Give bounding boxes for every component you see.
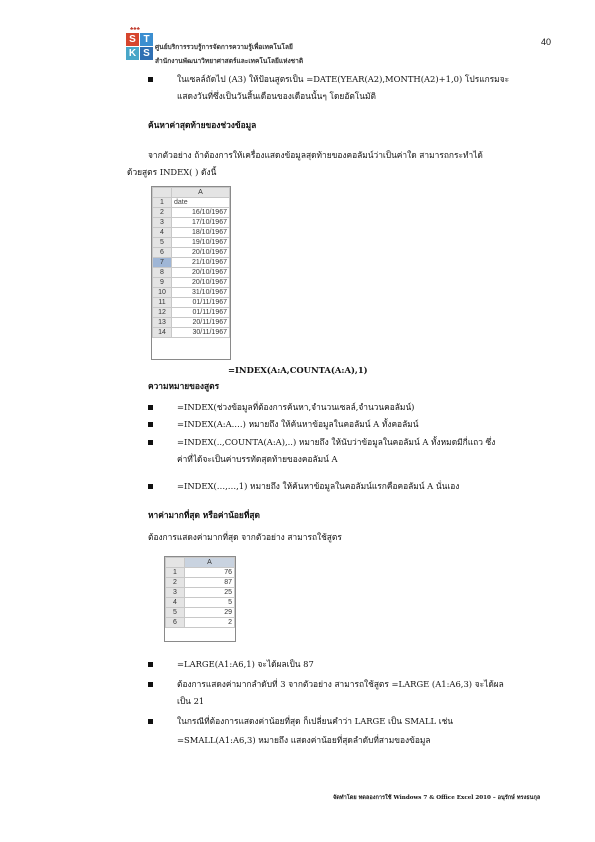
list-item-continuation: ค่าที่ได้จะเป็นค่าบรรทัดสุดท้ายของคอลัมน์ A: [177, 454, 338, 464]
row-number: 2: [166, 578, 185, 588]
row-number: 3: [166, 588, 185, 598]
logo-letter-s2: S: [140, 47, 153, 60]
cell: 2: [185, 618, 235, 628]
bullet-icon: [148, 662, 153, 667]
bullet-icon: [148, 77, 153, 82]
bullet-icon: [148, 440, 153, 445]
cell: 20/10/1967: [172, 278, 230, 288]
row-number: 12: [153, 308, 172, 318]
row-number-selected: 7: [153, 258, 172, 268]
cell: 01/11/1967: [172, 308, 230, 318]
cell: 5: [185, 598, 235, 608]
cell: 29: [185, 608, 235, 618]
row-number: 3: [153, 218, 172, 228]
row-number: 6: [153, 248, 172, 258]
list-item: =INDEX(…,…,1) หมายถึง ให้ค้นหาข้อมูลในคอลัมน์แรกคือคอลัมน์ A นั่นเอง: [177, 481, 460, 491]
cell: 87: [185, 578, 235, 588]
logo-mark: ♣♣♣: [130, 26, 140, 32]
paragraph-line: ในเซลล์ถัดไป (A3) ให้ป้อนสูตรเป็น =DATE(YEAR(A2),MONTH(A2)+1,0) โปรแกรมจะ: [177, 74, 510, 84]
row-number: 2: [153, 208, 172, 218]
row-number: 1: [166, 568, 185, 578]
cell: 01/11/1967: [172, 298, 230, 308]
logo-letter-s: S: [126, 33, 139, 46]
list-item: =INDEX(A:A.…) หมายถึง ให้ค้นหาข้อมูลในคอลัมน์ A ทั้งคอลัมน์: [177, 419, 419, 429]
cell: 19/10/1967: [172, 238, 230, 248]
section-heading: หาค่ามากที่สุด หรือค่าน้อยที่สุด: [148, 510, 260, 520]
logo-letter-k: K: [126, 47, 139, 60]
bullet-icon: [148, 405, 153, 410]
row-number: 14: [153, 328, 172, 338]
cell: 25: [185, 588, 235, 598]
cell: 18/10/1967: [172, 228, 230, 238]
list-item: ต้องการแสดงค่ามากลำดับที่ 3 จากตัวอย่าง สามารถใช้สูตร =LARGE (A1:A6,3) จะได้ผล: [177, 679, 504, 689]
list-item: =INDEX(..,COUNTA(A:A),..) หมายถึง ให้นับว่าข้อมูลในคอลัมน์ A ทั้งหมดมีกี่แถว ซึ่ง: [177, 437, 496, 447]
list-item: ในกรณีที่ต้องการแสดงค่าน้อยที่สุด ก็เปลี่ยนคำว่า LARGE เป็น SMALL เช่น: [177, 716, 453, 726]
paragraph-line: จากตัวอย่าง ถ้าต้องการให้เครื่องแสดงข้อมูลสุดท้ายของคอลัมน์ว่าเป็นค่าใด สามารถกระทำได้: [148, 150, 483, 160]
org-name-line1: ศูนย์บริการรวบรู้การจัดการความรู้เพื่อเทคโนโลยี: [155, 43, 293, 51]
footer-credit: จัดทำโดย ทดลองการใช้ Windows 7 & Office Excel 2010 – อนุรักษ์ ทรงธนกุล: [333, 795, 541, 801]
formula-line: =INDEX(A:A,COUNTA(A:A),1): [228, 365, 368, 375]
corner-cell: [166, 558, 185, 568]
page-number: 40: [541, 37, 552, 47]
row-number: 10: [153, 288, 172, 298]
cell: 20/11/1967: [172, 318, 230, 328]
row-number: 13: [153, 318, 172, 328]
row-number: 4: [166, 598, 185, 608]
bullet-icon: [148, 682, 153, 687]
spreadsheet-date-column: [151, 186, 231, 360]
cell: 17/10/1967: [172, 218, 230, 228]
row-number: 8: [153, 268, 172, 278]
section-heading: ความหมายของสูตร: [148, 381, 220, 391]
row-number: 1: [153, 198, 172, 208]
row-number: 5: [153, 238, 172, 248]
cell: 76: [185, 568, 235, 578]
cell: 20/10/1967: [172, 268, 230, 278]
corner-cell: [153, 188, 172, 198]
cell: 31/10/1967: [172, 288, 230, 298]
spreadsheet-values-column: [164, 556, 236, 642]
stks-logo: [126, 26, 154, 70]
row-number: 11: [153, 298, 172, 308]
column-header: A: [185, 558, 235, 568]
row-number: 6: [166, 618, 185, 628]
paragraph-line: แสดงวันที่ซึ่งเป็นวันสิ้นเดือนของเดือนนั้นๆ โดยอัตโนมัติ: [177, 91, 376, 101]
list-item: =LARGE(A1:A6,1) จะได้ผลเป็น 87: [177, 659, 314, 669]
cell: 30/11/1967: [172, 328, 230, 338]
list-item-continuation: เป็น 21: [177, 696, 205, 706]
bullet-icon: [148, 719, 153, 724]
bullet-icon: [148, 484, 153, 489]
list-item: =INDEX(ช่วงข้อมูลที่ต้องการค้นหา,จำนวนเซลล์,จำนวนคอลัมน์): [177, 402, 415, 412]
paragraph-line: ต้องการแสดงค่ามากที่สุด จากตัวอย่าง สามารถใช้สูตร: [148, 532, 342, 542]
org-name-line2: สำนักงานพัฒนาวิทยาศาสตร์และเทคโนโลยีแห่งชาติ: [155, 57, 304, 65]
column-header: A: [172, 188, 230, 198]
cell: 21/10/1967: [172, 258, 230, 268]
cell: 16/10/1967: [172, 208, 230, 218]
section-heading: ค้นหาค่าสุดท้ายของช่วงข้อมูล: [148, 120, 257, 130]
row-number: 5: [166, 608, 185, 618]
list-item-continuation: =SMALL(A1:A6,3) หมายถึง แสดงค่าน้อยที่สุดลำดับที่สามของข้อมูล: [177, 735, 431, 745]
row-number: 4: [153, 228, 172, 238]
cell: 20/10/1967: [172, 248, 230, 258]
row-number: 9: [153, 278, 172, 288]
bullet-icon: [148, 422, 153, 427]
cell: date: [172, 198, 230, 208]
paragraph-line: ด้วยสูตร INDEX( ) ดังนี้: [127, 167, 217, 177]
logo-letter-t: T: [140, 33, 153, 46]
